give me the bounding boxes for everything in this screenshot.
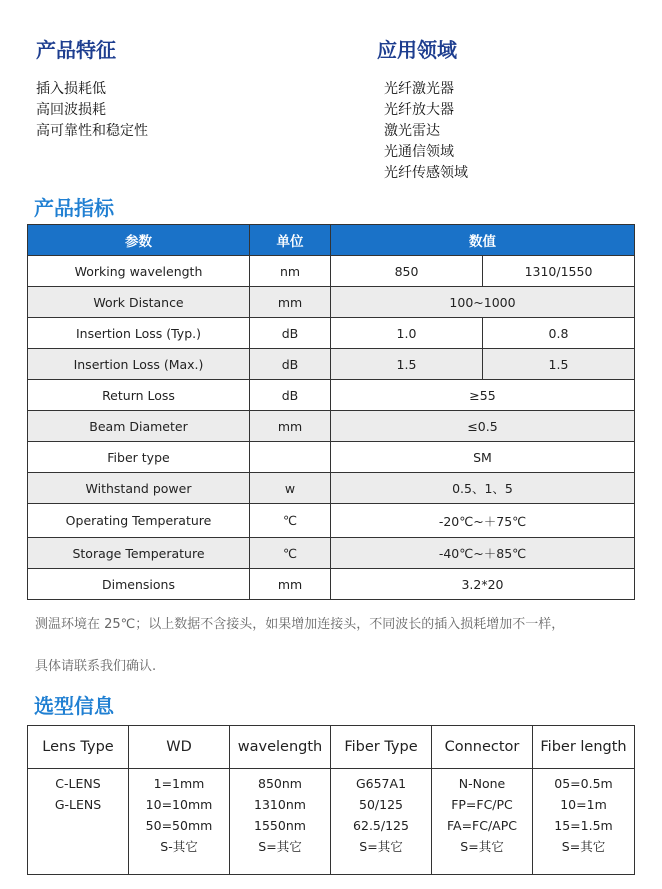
selection-table <box>27 725 635 875</box>
option-item: 1=1mm <box>153 776 205 791</box>
option-item: 10=10mm <box>145 797 213 812</box>
param-cell: Insertion Loss (Max.) <box>28 349 250 380</box>
value-cell: 0.8 <box>483 318 635 349</box>
header-unit: 单位 <box>250 225 331 256</box>
unit-cell: dB <box>250 380 331 411</box>
value-cell: -20℃~＋75℃ <box>331 504 635 538</box>
value-cell: ≥55 <box>331 380 635 411</box>
list-item: 光通信领域 <box>384 144 454 160</box>
wavelength-options <box>230 769 331 875</box>
option-item: N-None <box>458 776 506 791</box>
table-row <box>28 349 635 380</box>
list-item: 插入损耗低 <box>36 81 106 97</box>
param-cell: Insertion Loss (Typ.) <box>28 318 250 349</box>
features-title: 产品特征 <box>36 38 116 62</box>
option-item: S=其它 <box>460 839 504 854</box>
table-row <box>28 256 635 287</box>
param-cell: Operating Temperature <box>28 504 250 538</box>
spec-table <box>27 224 635 600</box>
option-item: G-LENS <box>54 797 102 812</box>
option-item: 50=50mm <box>145 818 213 833</box>
param-cell: Storage Temperature <box>28 538 250 569</box>
unit-cell: w <box>250 473 331 504</box>
applications-title: 应用领域 <box>377 38 457 62</box>
table-row <box>28 538 635 569</box>
param-cell: Working wavelength <box>28 256 250 287</box>
selection-header: Fiber length <box>533 726 635 769</box>
option-item: S=其它 <box>561 839 606 854</box>
unit-cell: mm <box>250 569 331 600</box>
header-param: 参数 <box>28 225 250 256</box>
header-value: 数值 <box>331 225 635 256</box>
list-item: 光纤放大器 <box>384 102 454 118</box>
fiber-type-options <box>331 769 432 875</box>
specs-title: 产品指标 <box>34 196 114 220</box>
option-item: FP=FC/PC <box>451 797 513 812</box>
param-cell: Withstand power <box>28 473 250 504</box>
value-cell: 1.5 <box>483 349 635 380</box>
selection-header: Connector <box>432 726 533 769</box>
applications-list <box>384 79 468 184</box>
option-item: S=其它 <box>359 839 403 854</box>
param-cell: Dimensions <box>28 569 250 600</box>
value-cell: 850 <box>331 256 483 287</box>
unit-cell: ℃ <box>250 504 331 538</box>
value-cell: 1310/1550 <box>483 256 635 287</box>
unit-cell: nm <box>250 256 331 287</box>
table-row <box>28 287 635 318</box>
unit-cell: mm <box>250 411 331 442</box>
list-item: 高回波损耗 <box>36 102 106 118</box>
connector-options <box>432 769 533 875</box>
list-item: 光纤激光器 <box>384 81 454 97</box>
lens-type-options <box>28 769 129 875</box>
option-item: C-LENS <box>55 776 101 791</box>
option-item: 62.5/125 <box>353 818 409 833</box>
list-item: 光纤传感领域 <box>384 165 468 181</box>
value-cell: 1.0 <box>331 318 483 349</box>
option-item: 850nm <box>258 776 302 791</box>
option-item: 10=1m <box>560 797 607 812</box>
selection-header: wavelength <box>230 726 331 769</box>
option-item: S=其它 <box>258 839 302 854</box>
option-item: 1310nm <box>254 797 306 812</box>
option-item: S-其它 <box>160 839 198 854</box>
param-cell: Return Loss <box>28 380 250 411</box>
unit-cell: dB <box>250 349 331 380</box>
table-row <box>28 318 635 349</box>
wd-options <box>129 769 230 875</box>
param-cell: Work Distance <box>28 287 250 318</box>
option-item: 15=1.5m <box>554 818 613 833</box>
selection-options-row <box>28 769 635 875</box>
list-item: 高可靠性和稳定性 <box>36 123 148 139</box>
option-item: 50/125 <box>359 797 403 812</box>
value-cell: SM <box>331 442 635 473</box>
table-row <box>28 569 635 600</box>
fiber-length-options <box>533 769 635 875</box>
param-cell: Beam Diameter <box>28 411 250 442</box>
selection-header-row <box>28 726 635 769</box>
note-line-2: 具体请联系我们确认. <box>35 659 157 674</box>
option-item: G657A1 <box>355 776 407 791</box>
selection-header: Lens Type <box>28 726 129 769</box>
table-row <box>28 504 635 538</box>
note-line-1: 测温环境在 25℃；以上数据不含接头，如果增加连接头，不同波长的插入损耗增加不一样， <box>35 617 565 632</box>
value-cell: 100~1000 <box>331 287 635 318</box>
value-cell: ≤0.5 <box>331 411 635 442</box>
selection-header: WD <box>129 726 230 769</box>
unit-cell: dB <box>250 318 331 349</box>
option-item: 1550nm <box>254 818 306 833</box>
option-item: FA=FC/APC <box>446 818 517 833</box>
table-row <box>28 442 635 473</box>
value-cell: -40℃~＋85℃ <box>331 538 635 569</box>
selection-header: Fiber Type <box>331 726 432 769</box>
param-cell: Fiber type <box>28 442 250 473</box>
features-list <box>36 79 148 142</box>
list-item: 激光雷达 <box>384 123 440 139</box>
value-cell: 1.5 <box>331 349 483 380</box>
table-row <box>28 411 635 442</box>
value-cell: 3.2*20 <box>331 569 635 600</box>
value-cell: 0.5、1、5 <box>331 473 635 504</box>
option-item: 05=0.5m <box>554 776 613 791</box>
unit-cell <box>250 442 331 473</box>
table-row <box>28 473 635 504</box>
unit-cell: ℃ <box>250 538 331 569</box>
unit-cell: mm <box>250 287 331 318</box>
selection-title: 选型信息 <box>34 694 114 718</box>
table-row <box>28 380 635 411</box>
